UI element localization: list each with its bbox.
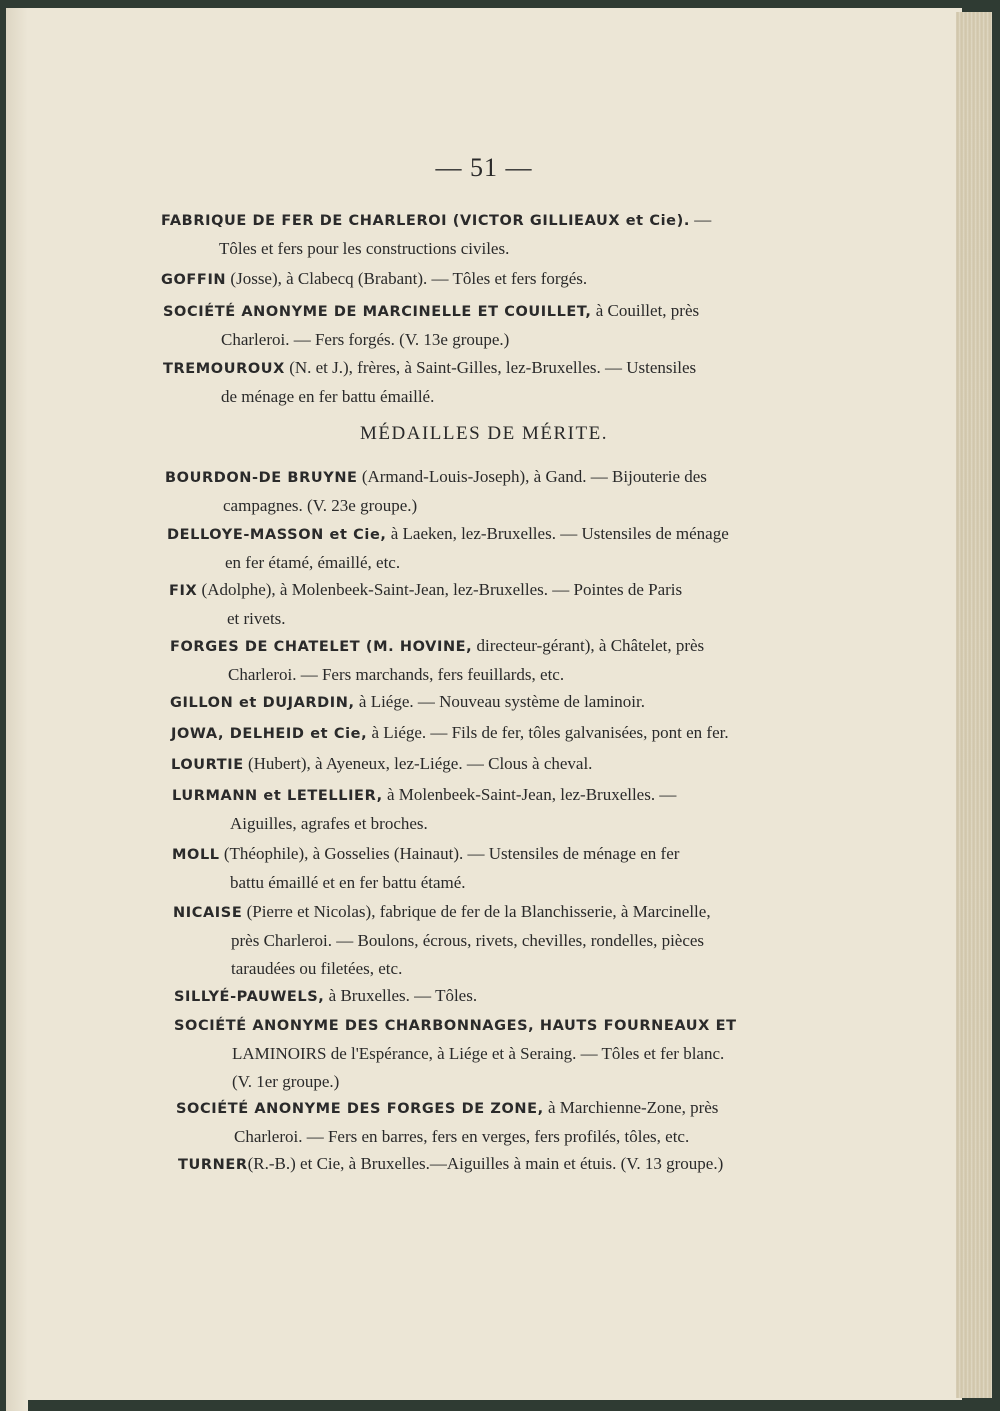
list-item: GOFFIN (Josse), à Clabecq (Brabant). — Tôles et fers forgés. (161, 269, 588, 288)
list-item: LOURTIE (Hubert), à Ayeneux, lez-Liége. — Clous à cheval. (171, 754, 593, 773)
list-item: SOCIÉTÉ ANONYME DE MARCINELLE ET COUILLET, à Couillet, près Charleroi. — Fers forgés. (V. 13e groupe.) (163, 301, 700, 349)
list-item: FIX (Adolphe), à Molenbeek-Saint-Jean, lez-Bruxelles. — Pointes de Paris et rivets. (169, 580, 683, 628)
exhibitor-name: GOFFIN (161, 272, 227, 288)
page-edges (956, 12, 992, 1398)
list-item: TURNER(R.-B.) et Cie, à Bruxelles.—Aiguilles à main et étuis. (V. 13 groupe.) (178, 1154, 724, 1173)
list-item: TREMOUROUX (N. et J.), frères, à Saint-Gilles, lez-Bruxelles. — Ustensiles de ménage en fer battu émaillé. (163, 358, 697, 406)
exhibitor-name: FORGES DE CHATELET (M. HOVINE, (170, 639, 473, 655)
exhibitor-name: FABRIQUE DE FER DE CHARLEROI (VICTOR GILLIEAUX et Cie). (161, 213, 690, 229)
exhibitor-name: TURNER (178, 1157, 248, 1173)
exhibitor-name: BOURDON-DE BRUYNE (165, 470, 358, 486)
exhibitor-name: GILLON et DUJARDIN, (170, 695, 355, 711)
exhibitor-name: SOCIÉTÉ ANONYME DE MARCINELLE ET COUILLET, (163, 304, 592, 320)
page-number: — 51 — (435, 153, 533, 182)
exhibitor-name: DELLOYE-MASSON et Cie, (167, 527, 387, 543)
exhibitor-name: MOLL (172, 847, 220, 863)
list-item: DELLOYE-MASSON et Cie, à Laeken, lez-Bruxelles. — Ustensiles de ménage en fer étamé, émaillé, etc. (167, 524, 729, 572)
exhibitor-name: NICAISE (173, 905, 243, 921)
list-item: GILLON et DUJARDIN, à Liége. — Nouveau système de laminoir. (170, 692, 645, 711)
exhibitor-name: LOURTIE (171, 757, 244, 773)
list-item: LURMANN et LETELLIER, à Molenbeek-Saint-Jean, lez-Bruxelles. — Aiguilles, agrafes et broches. (172, 785, 677, 833)
list-item: FORGES DE CHATELET (M. HOVINE, directeur-gérant), à Châtelet, près Charleroi. — Fers marchands, fers feuillards, etc. (170, 636, 705, 684)
list-item: SOCIÉTÉ ANONYME DES FORGES DE ZONE, à Marchienne-Zone, près Charleroi. — Fers en barres, fers en verges, fers profilés, tôles, etc. (176, 1098, 719, 1146)
list-item: FABRIQUE DE FER DE CHARLEROI (VICTOR GILLIEAUX et Cie). — Tôles et fers pour les constructions civiles. (161, 210, 712, 258)
exhibitor-name: SOCIÉTÉ ANONYME DES CHARBONNAGES, HAUTS FOURNEAUX ET (174, 1018, 737, 1034)
exhibitor-name: SOCIÉTÉ ANONYME DES FORGES DE ZONE, (176, 1101, 544, 1117)
exhibitor-name: JOWA, DELHEID et Cie, (171, 726, 368, 742)
exhibitor-name: FIX (169, 583, 198, 599)
exhibitor-name: TREMOUROUX (163, 361, 285, 377)
list-item: SILLYÉ-PAUWELS, à Bruxelles. — Tôles. (174, 986, 478, 1005)
exhibitor-name: LURMANN et LETELLIER, (172, 788, 383, 804)
list-item: NICAISE (Pierre et Nicolas), fabrique de fer de la Blanchisserie, à Marcinelle, près Charleroi. — Boulons, écrous, rivets, chevilles, rondelles, pièces taraudées ou filetées, etc. (173, 902, 711, 978)
list-item: BOURDON-DE BRUYNE (Armand-Louis-Joseph), à Gand. — Bijouterie des campagnes. (V. 23e groupe.) (165, 467, 707, 515)
book-page (6, 8, 962, 1400)
list-item: JOWA, DELHEID et Cie, à Liége. — Fils de fer, tôles galvanisées, pont en fer. (171, 723, 729, 742)
page-gutter (6, 8, 28, 1411)
list-item: MOLL (Théophile), à Gosselies (Hainaut). — Ustensiles de ménage en fer battu émaillé et en fer battu étamé. (172, 844, 680, 892)
exhibitor-name: SILLYÉ-PAUWELS, (174, 989, 325, 1005)
section-heading: MÉDAILLES DE MÉRITE. (360, 423, 608, 444)
list-item: SOCIÉTÉ ANONYME DES CHARBONNAGES, HAUTS FOURNEAUX ET LAMINOIRS de l'Espérance, à Liége et à Seraing. — Tôles et fer blanc. (V. 1er groupe.) (174, 1018, 737, 1091)
